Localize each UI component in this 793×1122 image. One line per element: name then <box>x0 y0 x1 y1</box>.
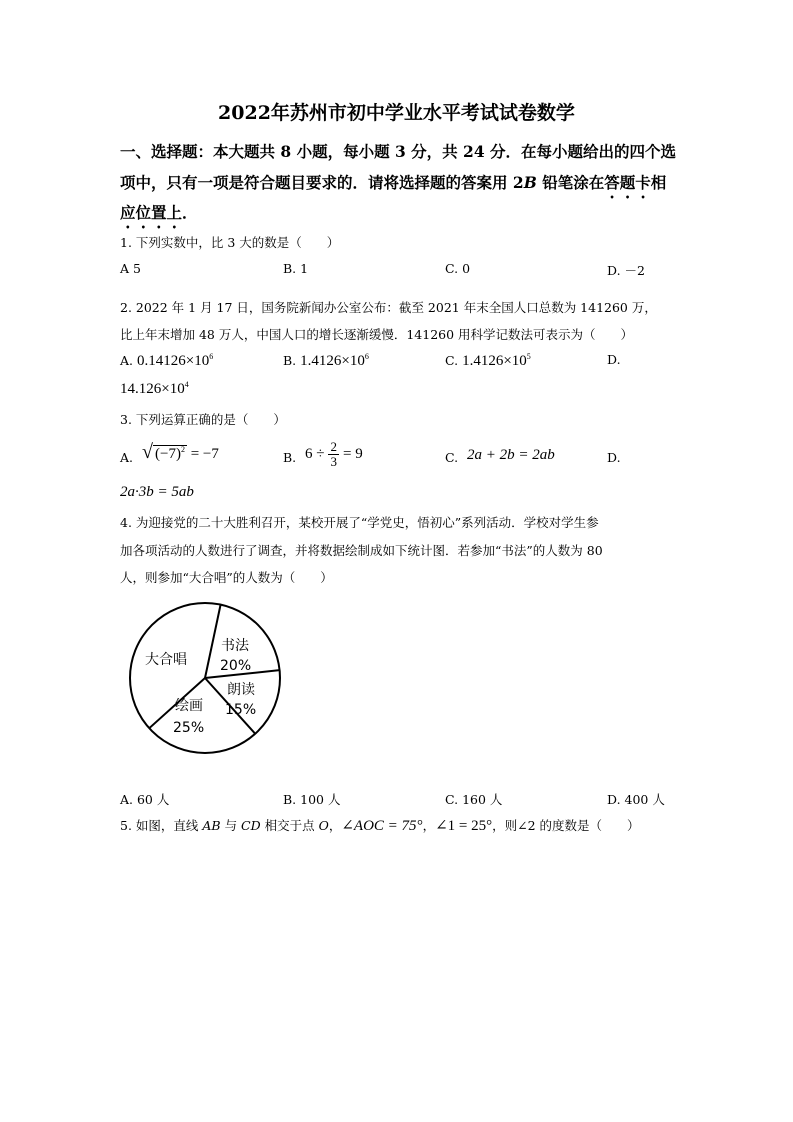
q2-option-b: B. $1.4126\times 10^6$ <box>283 352 369 369</box>
q3-option-a-label: A. <box>120 450 134 465</box>
q2-option-d-label: D. <box>607 352 621 367</box>
q2-stem-line1: 2. 2022 年 1 月 17 日，国务院新闻办公室公布：截至 2021 年末全国人口总数为 141260 万， <box>120 300 657 315</box>
section-instructions-line1: 一、选择题：本大题共 8 小题，每小题 3 分，共 24 分．在每小题给出的四个选 <box>120 142 677 161</box>
pie-value-langdu: 15% <box>225 702 257 718</box>
pie-slice-boundary <box>205 605 221 678</box>
q4-stem-line3: 人，则参加“大合唱”的人数为（ ） <box>120 570 333 585</box>
q2-stem-line2: 比上年末增加 48 万人，中国人口的增长逐渐缓慢．141260 用科学记数法可表示为（ ） <box>120 327 634 342</box>
q2-option-c: C. $1.4126\times 10^5$ <box>445 352 531 369</box>
pie-label-dahechang: 大合唱 <box>145 652 187 668</box>
pie-label-shufa: 书法 <box>221 638 249 654</box>
q5-stem: 5. 如图，直线 AB 与 CD 相交于点 O，∠AOC = 75°，∠1 = 25°，则∠2 的度数是（ ） <box>120 818 640 834</box>
q2-option-d-value: $14.126\times 10^4$ <box>120 380 189 397</box>
q3-option-d-expr: 2a·3b = 5ab <box>120 484 194 500</box>
pie-label-langdu: 朗读 <box>227 682 255 698</box>
pie-value-shufa: 20% <box>220 658 252 674</box>
q4-stem-line1: 4. 为迎接党的二十大胜利召开，某校开展了“学党史，悟初心”系列活动．学校对学生参 <box>120 515 599 530</box>
pie-value-huihua: 25% <box>173 720 205 736</box>
q4-stem-line2: 加各项活动的人数进行了调查，并将数据绘制成如下统计图．若参加“书法”的人数为 80 <box>120 543 603 558</box>
page-title: 2022年苏州市初中学业水平考试试卷数学 <box>218 102 575 124</box>
q4-option-a: A. 60 人 <box>120 792 170 807</box>
q4-option-b: B. 100 人 <box>283 792 341 807</box>
q2-option-a: A. $0.14126\times 10^6$ <box>120 352 214 369</box>
q1-option-d: D. －2 <box>607 263 645 278</box>
section-instructions-line3: 应位置上． <box>120 203 198 222</box>
q1-option-b: B. 1 <box>283 261 309 276</box>
q3-option-c-expr: 2a + 2b = 2ab <box>467 447 555 463</box>
q3-option-a-expr: √ $(-7)^2 = -7$ <box>142 441 219 463</box>
pie-label-huihua: 绘画 <box>175 698 203 714</box>
q3-option-b-label: B. <box>283 450 297 465</box>
q1-stem: 1. 下列实数中，比 3 大的数是（ ） <box>120 235 340 250</box>
q1-option-a: A 5 <box>120 261 141 276</box>
section-instructions-line2: 项中，只有一项是符合题目要求的．请将选择题的答案用 2B 铅笔涂在答题卡相 <box>120 173 667 192</box>
pie-chart <box>125 598 285 758</box>
q3-option-c-label: C. <box>445 450 459 465</box>
q3-stem: 3. 下列运算正确的是（ ） <box>120 412 286 427</box>
q4-option-d: D. 400 人 <box>607 792 665 807</box>
q3-option-b-expr: 6 ÷ $\frac{2}{3}$ = 9 <box>305 439 363 469</box>
q1-option-c: C. 0 <box>445 261 471 276</box>
q3-option-d-label: D. <box>607 450 621 465</box>
q4-option-c: C. 160 人 <box>445 792 503 807</box>
